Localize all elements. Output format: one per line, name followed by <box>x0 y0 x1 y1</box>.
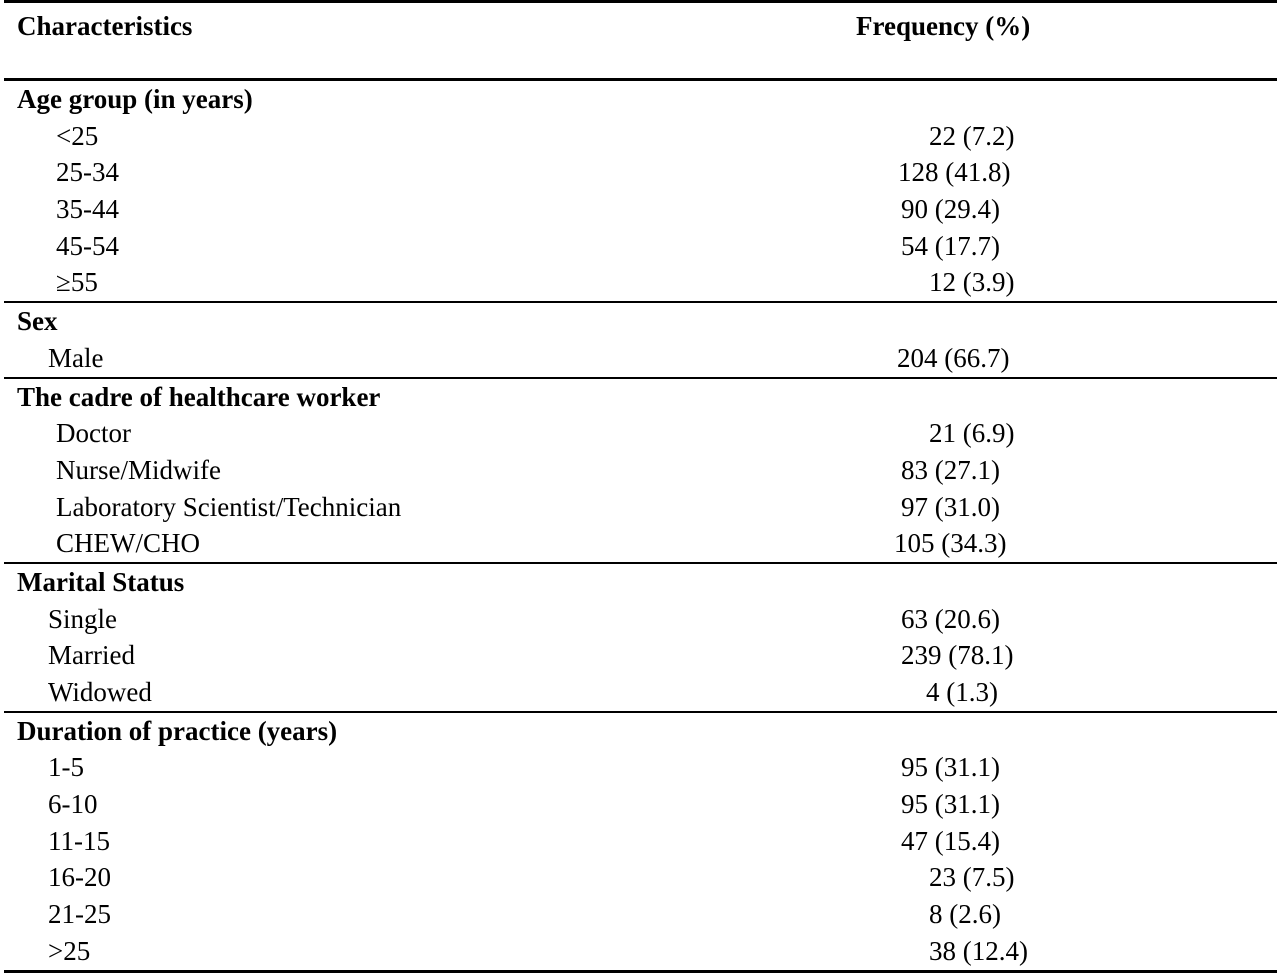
row-value: 95 (31.1) <box>901 789 1000 820</box>
section-duration-of-practice <box>4 713 1277 970</box>
table-row <box>4 452 1277 489</box>
row-label: 35-44 <box>56 194 119 225</box>
row-value: 54 (17.7) <box>901 230 1000 261</box>
row-label: >25 <box>48 935 91 966</box>
row-value: 95 (31.1) <box>901 752 1000 783</box>
section-cadre <box>4 379 1277 562</box>
row-value: 204 (66.7) <box>897 342 1010 373</box>
table-row <box>4 118 1277 155</box>
section-title-row <box>4 564 1277 601</box>
row-label: 11-15 <box>48 825 110 856</box>
row-value: 12 (3.9) <box>929 267 1015 298</box>
table-row <box>4 489 1277 526</box>
row-label: Single <box>48 603 118 634</box>
table-row <box>4 191 1277 228</box>
section-title: Marital Status <box>17 566 185 597</box>
row-label: 16-20 <box>48 862 111 893</box>
table-row <box>4 749 1277 786</box>
section-title-row <box>4 379 1277 416</box>
table-row <box>4 823 1277 860</box>
row-label: CHEW/CHO <box>56 528 200 559</box>
row-value: 8 (2.6) <box>929 899 1001 930</box>
section-age-group <box>4 81 1277 301</box>
row-label: Widowed <box>48 677 152 707</box>
section-sex <box>4 303 1277 376</box>
row-label: 21-25 <box>48 899 111 930</box>
row-value: 63 (20.6) <box>901 603 1000 634</box>
row-value: 105 (34.3) <box>894 528 1007 559</box>
row-value: 47 (15.4) <box>901 825 1000 856</box>
row-label: 1-5 <box>48 752 84 783</box>
row-value: 21 (6.9) <box>929 418 1015 449</box>
row-label: 6-10 <box>48 789 98 820</box>
section-title-row <box>4 303 1277 340</box>
frequency-header: Frequency (%) <box>856 11 1031 41</box>
row-label: Doctor <box>56 418 131 449</box>
section-title: Sex <box>17 306 58 337</box>
table-row <box>4 525 1277 562</box>
bottom-rule <box>4 970 1277 973</box>
row-value: 38 (12.4) <box>929 935 1028 966</box>
section-title: Duration of practice (years) <box>17 715 338 746</box>
characteristics-header: Characteristics <box>17 11 193 41</box>
row-value: 90 (29.4) <box>901 194 1000 225</box>
table-row <box>4 896 1277 933</box>
row-value: 239 (78.1) <box>901 640 1014 671</box>
row-label: 25-34 <box>56 157 119 188</box>
table-row <box>4 340 1277 377</box>
table-row <box>4 601 1277 638</box>
section-title-row <box>4 81 1277 118</box>
table-row <box>4 859 1277 896</box>
row-label: Nurse/Midwife <box>56 454 221 485</box>
row-label: Married <box>48 640 135 671</box>
table-row <box>4 933 1277 970</box>
row-label: ≥55 <box>56 267 98 298</box>
row-label: Male <box>48 342 104 373</box>
table-row <box>4 786 1277 823</box>
row-label: 45-54 <box>56 230 119 261</box>
row-value: 22 (7.2) <box>929 120 1015 151</box>
table-row <box>4 637 1277 674</box>
row-label: <25 <box>56 120 99 151</box>
row-value: 97 (31.0) <box>901 491 1000 522</box>
row-value: 23 (7.5) <box>929 862 1015 893</box>
section-title: Age group (in years) <box>17 84 253 114</box>
characteristics-table <box>4 0 1277 973</box>
table-row <box>4 264 1277 301</box>
section-marital-status <box>4 564 1277 711</box>
row-value: 128 (41.8) <box>898 157 1011 188</box>
row-value: 83 (27.1) <box>901 454 1000 485</box>
table-header-row <box>4 3 1277 78</box>
table-row <box>4 415 1277 452</box>
row-value: 4 (1.3) <box>926 677 998 707</box>
table-row <box>4 228 1277 265</box>
row-label: Laboratory Scientist/Technician <box>56 491 402 522</box>
section-title: The cadre of healthcare worker <box>17 381 381 412</box>
section-title-row <box>4 713 1277 750</box>
table-row <box>4 674 1277 711</box>
table-row <box>4 154 1277 191</box>
